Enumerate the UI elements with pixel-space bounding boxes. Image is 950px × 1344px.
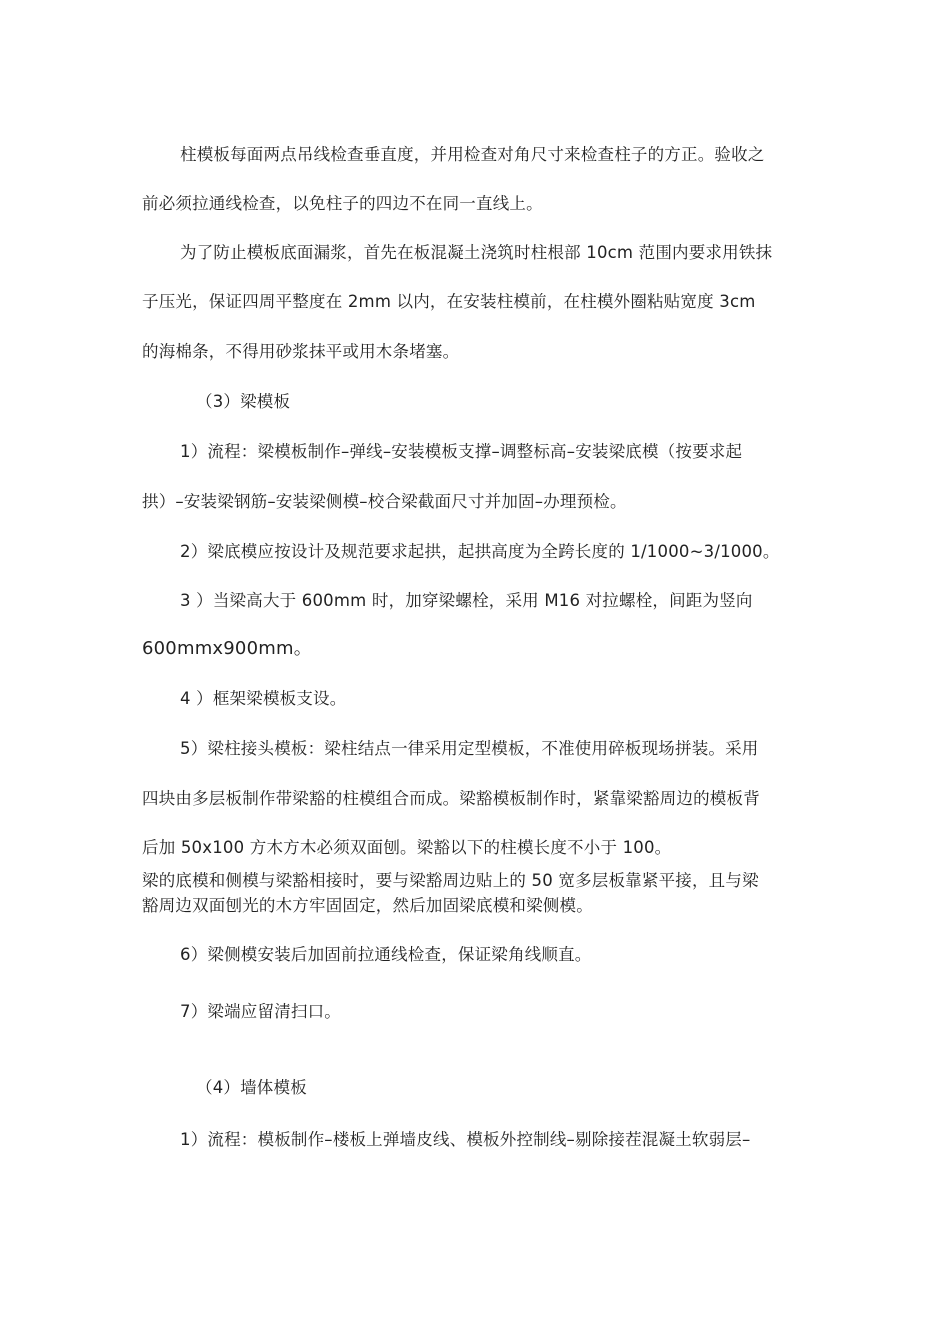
text-line: 6）梁侧模安装后加固前拉通线检查，保证梁角线顺直。	[180, 945, 592, 964]
section-heading: （4）墙体模板	[196, 1078, 307, 1097]
text-line: 3 ）当梁高大于 600mm 时，加穿梁螺栓，采用 M16 对拉螺栓，间距为竖向	[180, 591, 753, 610]
text-line: 4 ）框架梁模板支设。	[180, 689, 347, 708]
section-heading: （3）梁模板	[196, 392, 291, 411]
text-line: 前必须拉通线检查，以免柱子的四边不在同一直线上。	[142, 194, 543, 213]
text-line: 梁的底模和侧模与梁豁相接时，要与梁豁周边贴上的 50 宽多层板靠紧平接，且与梁	[142, 871, 759, 890]
text-line: 600mmx900mm。	[142, 638, 312, 659]
text-line: 5）梁柱接头模板：梁柱结点一律采用定型模板，不准使用碎板现场拼装。采用	[180, 739, 759, 758]
text-line: 7）梁端应留清扫口。	[180, 1002, 341, 1021]
text-line: 1）流程：梁模板制作–弹线–安装模板支撑–调整标高–安装梁底模（按要求起	[180, 442, 743, 461]
text-line: 柱模板每面两点吊线检查垂直度，并用检查对角尺寸来检查柱子的方正。验收之	[180, 145, 765, 164]
text-line: 豁周边双面刨光的木方牢固固定，然后加固梁底模和梁侧模。	[142, 896, 593, 915]
text-line: 拱）–安装梁钢筋–安装梁侧模–校合梁截面尺寸并加固–办理预检。	[142, 492, 627, 511]
text-line: 后加 50x100 方木方木必须双面刨。梁豁以下的柱模长度不小于 100。	[142, 838, 672, 857]
text-line: 1）流程：模板制作–楼板上弹墙皮线、模板外控制线–剔除接茬混凝土软弱层–	[180, 1130, 751, 1149]
text-line: 的海棉条，不得用砂浆抹平或用木条堵塞。	[142, 342, 460, 361]
text-line: 2）梁底模应按设计及规范要求起拱，起拱高度为全跨长度的 1/1000~3/1000。	[180, 542, 780, 561]
text-line: 为了防止模板底面漏浆，首先在板混凝土浇筑时柱根部 10cm 范围内要求用铁抹	[180, 243, 773, 262]
text-line: 子压光，保证四周平整度在 2mm 以内，在安装柱模前，在柱模外圈粘贴宽度 3cm	[142, 292, 756, 311]
text-line: 四块由多层板制作带梁豁的柱模组合而成。梁豁模板制作时，紧靠梁豁周边的模板背	[142, 789, 760, 808]
